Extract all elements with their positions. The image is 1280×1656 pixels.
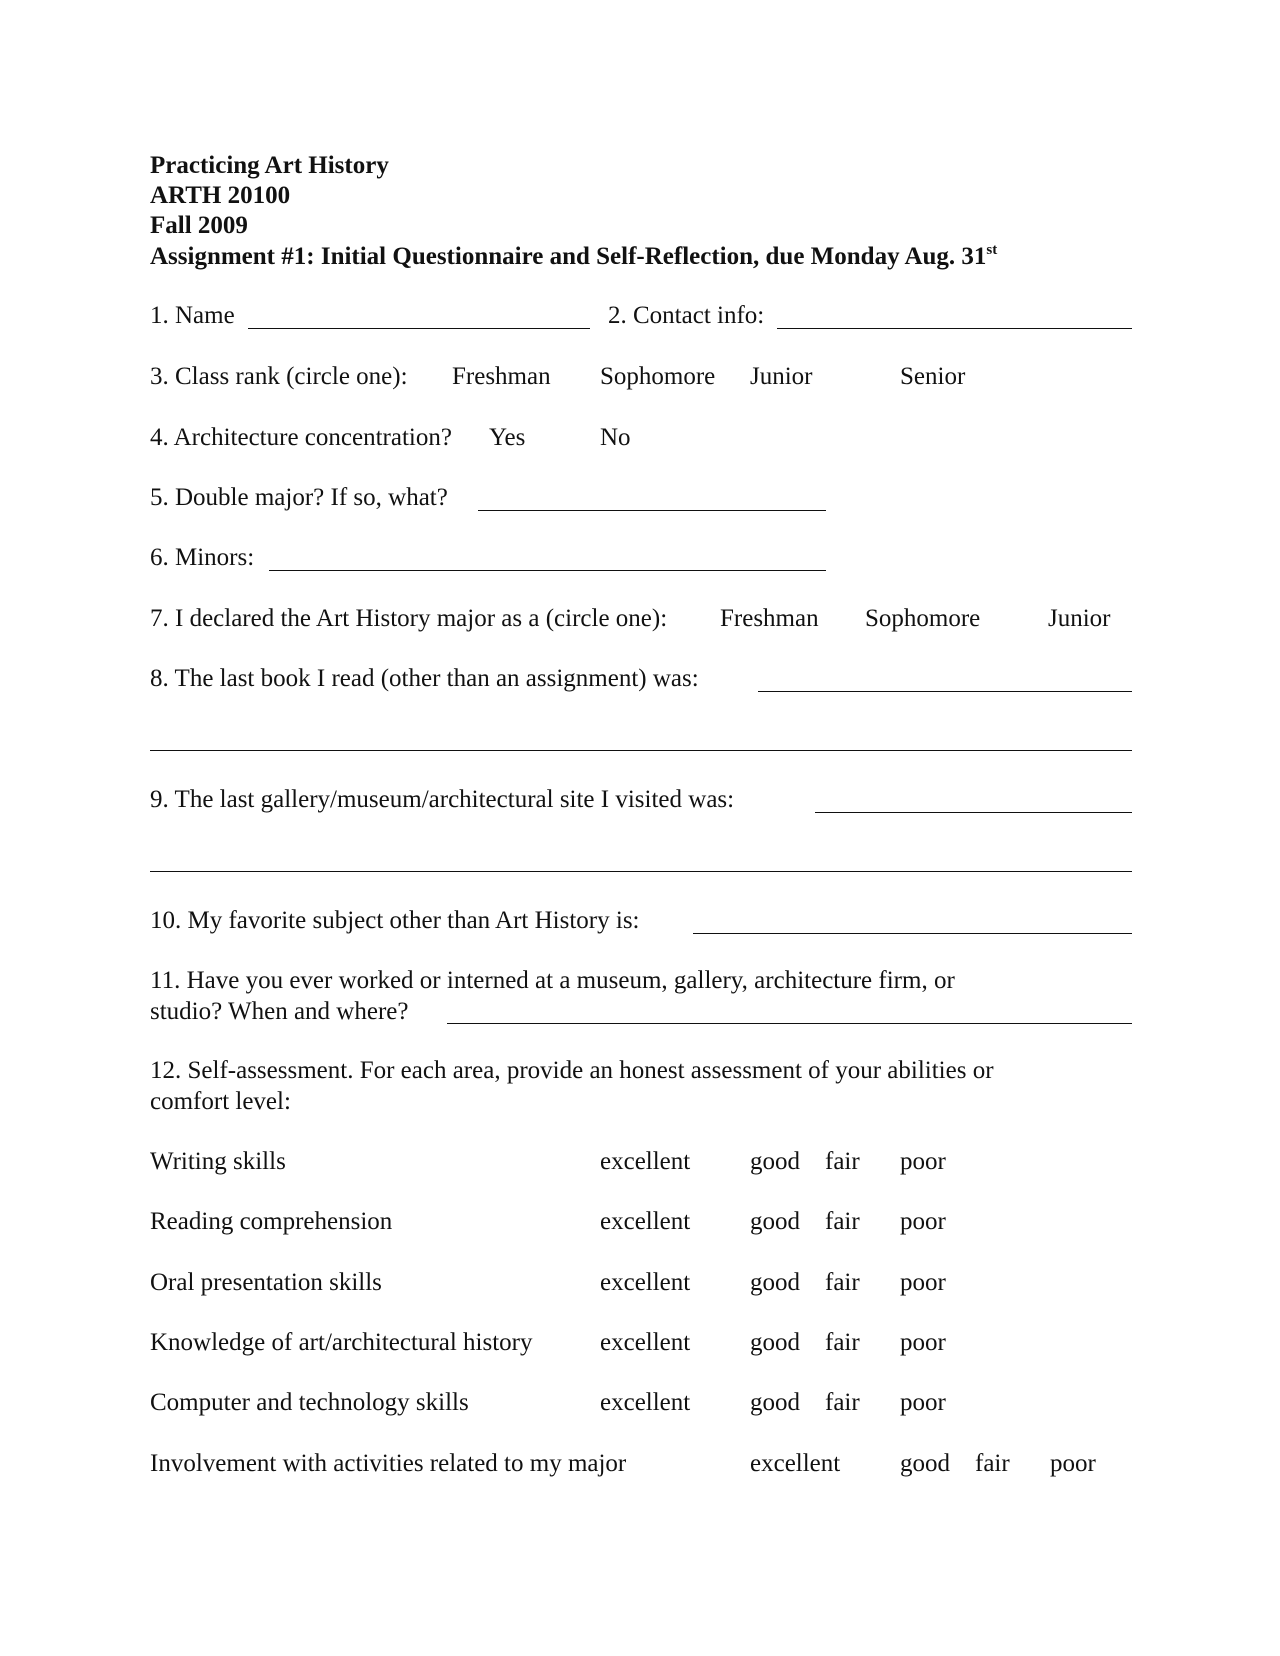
rating-option-excellent[interactable]: excellent — [600, 1148, 691, 1175]
rating-option-fair[interactable]: fair — [825, 1389, 860, 1416]
rating-row-label: Reading comprehension — [150, 1208, 393, 1235]
minors-field[interactable] — [269, 570, 826, 571]
rating-row-label: Involvement with activities related to my major — [150, 1450, 627, 1477]
q4-architecture-label: 4. Architecture concentration? — [150, 424, 452, 451]
double-major-field[interactable] — [478, 510, 826, 511]
q12-self-assessment-line-2: comfort level: — [150, 1088, 291, 1115]
class-rank-option-senior[interactable]: Senior — [900, 363, 966, 390]
assignment-title — [150, 244, 997, 269]
declared-option-junior[interactable]: Junior — [1048, 605, 1111, 632]
assignment-title-superscript: st — [986, 242, 998, 258]
q2-contact-label: 2. Contact info: — [608, 302, 765, 329]
rating-row-label: Writing skills — [150, 1148, 286, 1175]
rating-option-good[interactable]: good — [750, 1148, 800, 1175]
q11-work-experience-line-2: studio? When and where? — [150, 998, 409, 1025]
rating-option-poor[interactable]: poor — [900, 1329, 946, 1356]
q8-last-book-label: 8. The last book I read (other than an assignment) was: — [150, 665, 699, 692]
rating-option-fair[interactable]: fair — [975, 1450, 1010, 1477]
last-site-field[interactable] — [815, 812, 1132, 813]
last-book-field-line-2[interactable] — [150, 750, 1132, 751]
course-code: ARTH 20100 — [150, 182, 291, 209]
rating-option-poor[interactable]: poor — [900, 1269, 946, 1296]
contact-info-field[interactable] — [777, 328, 1132, 329]
rating-option-good[interactable]: good — [750, 1329, 800, 1356]
course-title: Practicing Art History — [150, 152, 389, 179]
rating-row-label: Oral presentation skills — [150, 1269, 382, 1296]
q6-minors-label: 6. Minors: — [150, 544, 255, 571]
rating-option-fair[interactable]: fair — [825, 1208, 860, 1235]
work-experience-field[interactable] — [447, 1023, 1132, 1024]
rating-option-fair[interactable]: fair — [825, 1269, 860, 1296]
q10-favorite-subject-label: 10. My favorite subject other than Art History is: — [150, 907, 640, 934]
q5-double-major-label: 5. Double major? If so, what? — [150, 484, 448, 511]
declared-option-freshman[interactable]: Freshman — [720, 605, 819, 632]
q12-self-assessment-line-1: 12. Self-assessment. For each area, provide an honest assessment of your abilities or — [150, 1057, 994, 1084]
declared-option-sophomore[interactable]: Sophomore — [865, 605, 981, 632]
rating-option-excellent[interactable]: excellent — [600, 1269, 691, 1296]
rating-option-poor[interactable]: poor — [900, 1208, 946, 1235]
rating-option-poor[interactable]: poor — [1050, 1450, 1096, 1477]
q9-last-site-label: 9. The last gallery/museum/architectural site I visited was: — [150, 786, 735, 813]
rating-option-good[interactable]: good — [750, 1208, 800, 1235]
rating-option-good[interactable]: good — [900, 1450, 950, 1477]
last-site-field-line-2[interactable] — [150, 871, 1132, 872]
q7-declared-label: 7. I declared the Art History major as a (circle one): — [150, 605, 668, 632]
last-book-field[interactable] — [758, 691, 1132, 692]
q3-class-rank-label: 3. Class rank (circle one): — [150, 363, 408, 390]
rating-option-excellent[interactable]: excellent — [600, 1208, 691, 1235]
class-rank-option-junior[interactable]: Junior — [750, 363, 813, 390]
rating-option-good[interactable]: good — [750, 1269, 800, 1296]
class-rank-option-freshman[interactable]: Freshman — [452, 363, 551, 390]
rating-option-excellent[interactable]: excellent — [600, 1329, 691, 1356]
class-rank-option-sophomore[interactable]: Sophomore — [600, 363, 716, 390]
rating-option-excellent[interactable]: excellent — [750, 1450, 841, 1477]
rating-option-fair[interactable]: fair — [825, 1329, 860, 1356]
name-field[interactable] — [248, 328, 590, 329]
rating-row-label: Knowledge of art/architectural history — [150, 1329, 533, 1356]
assignment-title-text: Assignment #1: Initial Questionnaire and Self-Reflection, due Monday Aug. 31 — [150, 243, 987, 270]
favorite-subject-field[interactable] — [693, 933, 1132, 934]
rating-row-label: Computer and technology skills — [150, 1389, 469, 1416]
q11-work-experience-line-1: 11. Have you ever worked or interned at a museum, gallery, architecture firm, or — [150, 967, 955, 994]
architecture-option-yes[interactable]: Yes — [489, 424, 526, 451]
rating-option-good[interactable]: good — [750, 1389, 800, 1416]
rating-option-fair[interactable]: fair — [825, 1148, 860, 1175]
rating-option-excellent[interactable]: excellent — [600, 1389, 691, 1416]
rating-option-poor[interactable]: poor — [900, 1389, 946, 1416]
rating-option-poor[interactable]: poor — [900, 1148, 946, 1175]
q1-name-label: 1. Name — [150, 302, 235, 329]
term: Fall 2009 — [150, 212, 248, 239]
architecture-option-no[interactable]: No — [600, 424, 631, 451]
